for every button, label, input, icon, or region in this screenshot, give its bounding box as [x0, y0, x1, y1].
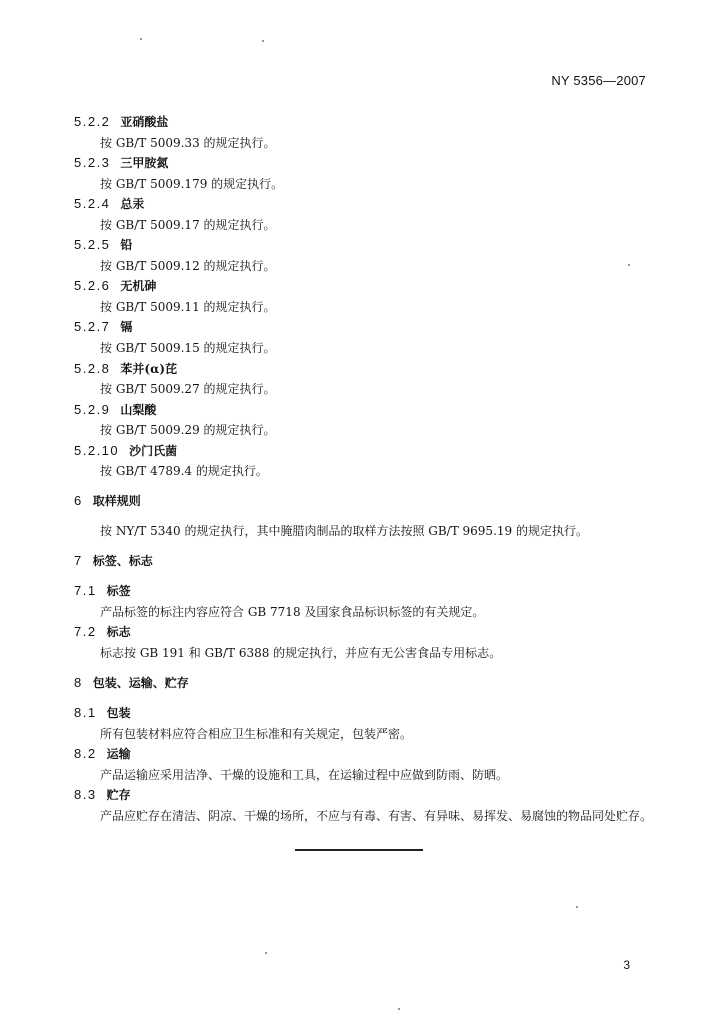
- clause-number: 5.2.8: [74, 361, 111, 376]
- clause-number: 5.2.7: [74, 319, 111, 334]
- document-code: NY 5356—2007: [551, 73, 646, 88]
- clause-text-5-2-10: 按 GB/T 4789.4 的规定执行。: [100, 464, 268, 478]
- end-of-document-rule: [295, 849, 423, 851]
- clause-heading-5-2-7: [74, 318, 132, 335]
- scan-speck: [140, 38, 142, 40]
- clause-heading-5-2-9: [74, 401, 156, 418]
- clause-title: 亚硝酸盐: [120, 115, 169, 129]
- clause-title: 包装: [106, 706, 131, 720]
- clause-heading-8-3: [74, 786, 131, 803]
- clause-title: 三甲胺氮: [120, 156, 169, 170]
- clause-title: 无机砷: [120, 279, 157, 293]
- clause-number: 7.1: [74, 583, 97, 598]
- clause-heading-5-2-4: [74, 195, 144, 212]
- clause-heading-5-2-5: [74, 236, 132, 253]
- clause-heading-7-1: [74, 582, 131, 599]
- clause-heading-7-2: [74, 623, 131, 640]
- scan-speck: [576, 906, 578, 908]
- section-number: 6: [74, 493, 83, 508]
- clause-number: 5.2.2: [74, 114, 111, 129]
- clause-heading-8-1: [74, 704, 131, 721]
- clause-text-8-1: 所有包装材料应符合相应卫生标准和有关规定，包装严密。: [100, 727, 413, 741]
- scan-speck: [628, 264, 630, 266]
- clause-number: 5.2.10: [74, 443, 120, 458]
- clause-number: 8.3: [74, 787, 97, 802]
- clause-text-5-2-5: 按 GB/T 5009.12 的规定执行。: [100, 259, 276, 273]
- clause-text-5-2-8: 按 GB/T 5009.27 的规定执行。: [100, 382, 276, 396]
- clause-title: 贮存: [106, 788, 131, 802]
- clause-text-7-2: 标志按 GB 191 和 GB/T 6388 的规定执行，并应有无公害食品专用标志。: [100, 646, 502, 660]
- clause-text-5-2-9: 按 GB/T 5009.29 的规定执行。: [100, 423, 276, 437]
- section-title: 取样规则: [92, 494, 141, 508]
- clause-text-5-2-2: 按 GB/T 5009.33 的规定执行。: [100, 136, 276, 150]
- clause-heading-5-2-10: [74, 442, 177, 459]
- section-title: 包装、运输、贮存: [92, 676, 189, 690]
- section-number: 7: [74, 553, 83, 568]
- page-number: 3: [623, 958, 630, 972]
- clause-title: 铅: [120, 238, 133, 252]
- clause-text-8-3: 产品应贮存在清洁、阴凉、干燥的场所，不应与有毒、有害、有异味、易挥发、易腐蚀的物品同处贮存。: [100, 809, 653, 823]
- section-number: 8: [74, 675, 83, 690]
- clause-number: 5.2.3: [74, 155, 111, 170]
- clause-number: 5.2.5: [74, 237, 111, 252]
- section-text-6: 按 NY/T 5340 的规定执行，其中腌腊肉制品的取样方法按照 GB/T 9695.19 的规定执行。: [100, 524, 588, 538]
- clause-text-5-2-7: 按 GB/T 5009.15 的规定执行。: [100, 341, 276, 355]
- scan-speck: [398, 1008, 400, 1010]
- clause-number: 5.2.6: [74, 278, 111, 293]
- clause-title: 总汞: [120, 197, 145, 211]
- clause-title: 标签: [106, 584, 131, 598]
- clause-text-5-2-6: 按 GB/T 5009.11 的规定执行。: [100, 300, 276, 314]
- section-title: 标签、标志: [92, 554, 153, 568]
- clause-title: 沙门氏菌: [129, 444, 178, 458]
- section-heading-8: [74, 674, 189, 691]
- clause-number: 7.2: [74, 624, 97, 639]
- clause-heading-5-2-3: [74, 154, 168, 171]
- clause-title: 标志: [106, 625, 131, 639]
- section-heading-7: [74, 552, 153, 569]
- clause-heading-5-2-6: [74, 277, 156, 294]
- clause-title: 镉: [120, 320, 133, 334]
- clause-heading-5-2-8: [74, 360, 177, 377]
- clause-title: 山梨酸: [120, 403, 157, 417]
- clause-number: 5.2.9: [74, 402, 111, 417]
- clause-text-5-2-3: 按 GB/T 5009.179 的规定执行。: [100, 177, 284, 191]
- clause-heading-8-2: [74, 745, 131, 762]
- clause-heading-5-2-2: [74, 113, 168, 130]
- clause-number: 8.2: [74, 746, 97, 761]
- clause-title: 苯并(α)芘: [120, 362, 178, 376]
- clause-text-5-2-4: 按 GB/T 5009.17 的规定执行。: [100, 218, 276, 232]
- clause-number: 5.2.4: [74, 196, 111, 211]
- clause-title: 运输: [106, 747, 131, 761]
- scan-speck: [262, 40, 264, 42]
- clause-text-7-1: 产品标签的标注内容应符合 GB 7718 及国家食品标识标签的有关规定。: [100, 605, 485, 619]
- clause-text-8-2: 产品运输应采用洁净、干燥的设施和工具，在运输过程中应做到防雨、防晒。: [100, 768, 509, 782]
- clause-number: 8.1: [74, 705, 97, 720]
- scan-speck: [265, 952, 267, 954]
- section-heading-6: [74, 492, 141, 509]
